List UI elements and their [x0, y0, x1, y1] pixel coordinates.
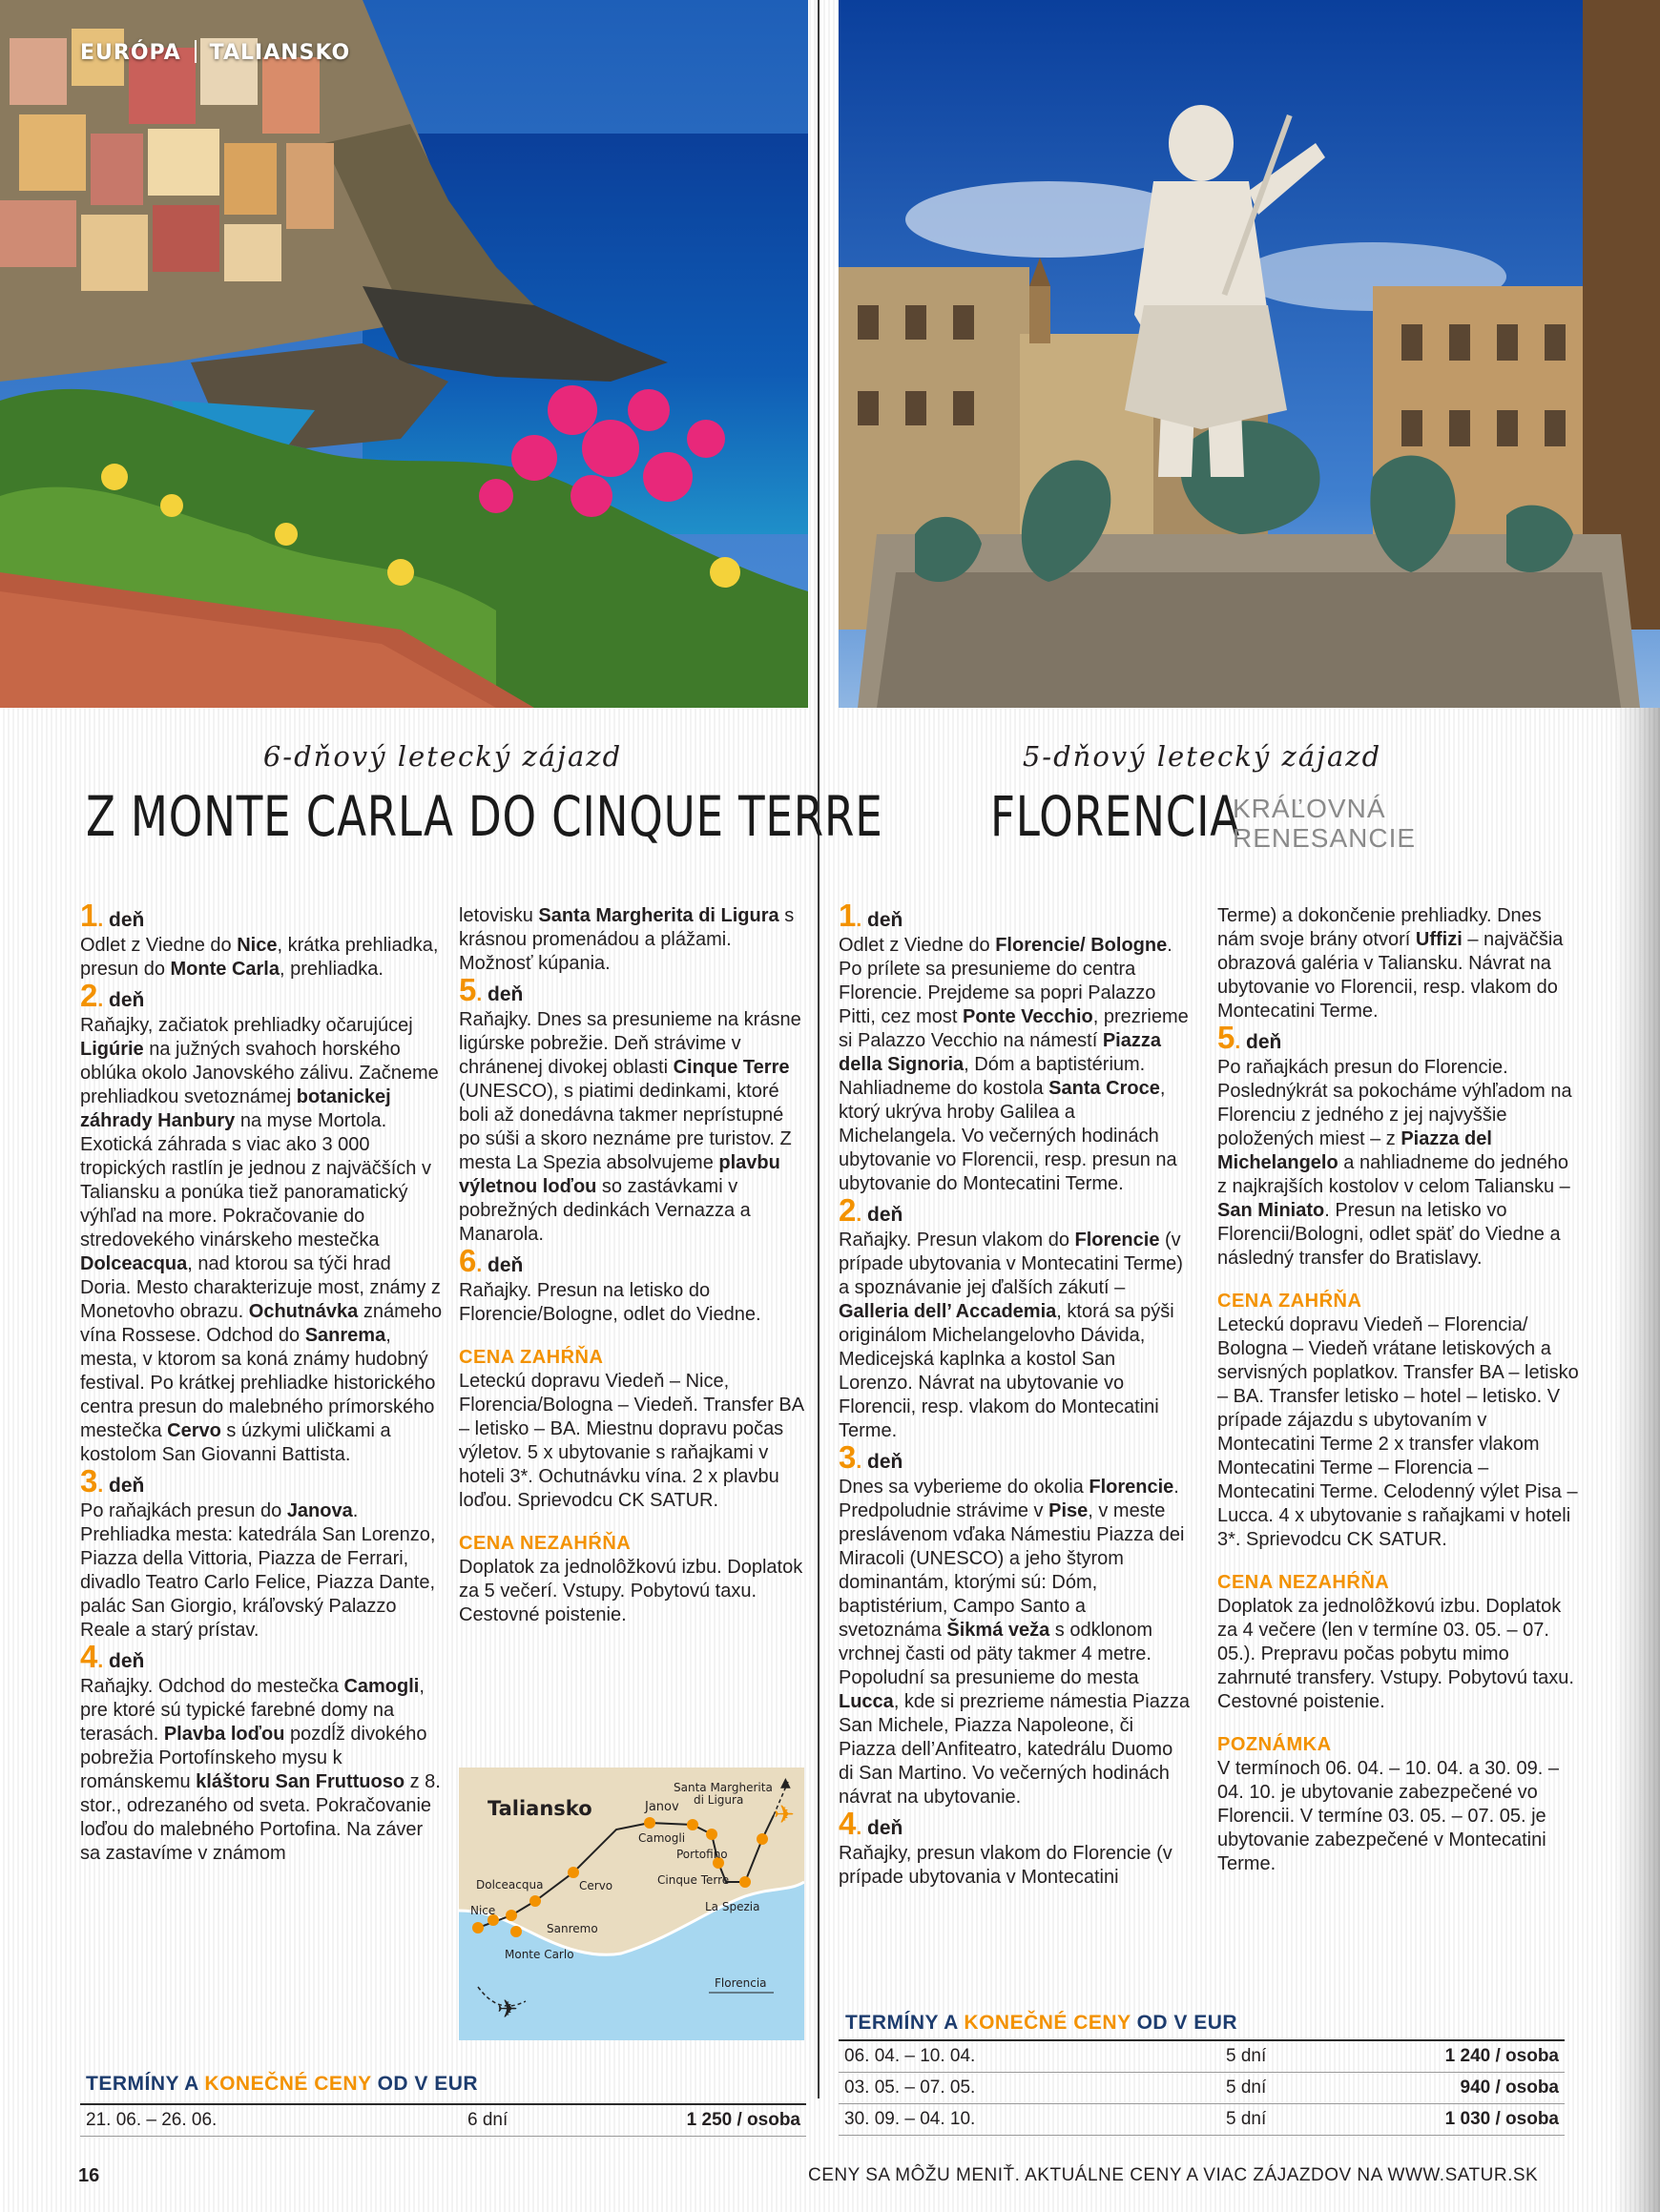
- term-duration: 6 dní: [462, 2104, 633, 2136]
- term-duration: 5 dní: [1220, 2072, 1392, 2103]
- right-price-table: [839, 2039, 1565, 2136]
- day-heading: 5. deň: [1217, 1020, 1282, 1055]
- svg-text:Sanremo: Sanremo: [547, 1922, 598, 1935]
- term-duration: 5 dní: [1220, 2040, 1392, 2072]
- right-day-1: 1. deň Odlet z Viedne do Florencie/ Bologne. Po prílete sa presunieme do centra Florencie. Prejdeme sa popri Palazzo Pitti, cez most Ponte Vecchio, prezrieme si Palazzo Vecchio na námestí Piazza della Signoria, Dóm a baptistérium. Nahliadneme do kostola Santa Croce, ktorý ukrýva hroby Galilea a Michelangela. Vo večerných hodinách ubytovanie vo Florencii, resp. presun na ubytovanie do Montecatini Terme.: [839, 901, 1192, 1196]
- svg-text:Cervo: Cervo: [579, 1879, 613, 1892]
- tagline-line-2: RENESANCIE: [1233, 823, 1417, 853]
- day-heading: 4. deň: [80, 1639, 145, 1674]
- table-row: [839, 2072, 1565, 2103]
- map-country-label: Taliansko: [488, 1797, 592, 1820]
- term-price: 940 / osoba: [1392, 2072, 1565, 2103]
- term-dates: 06. 04. – 10. 04.: [839, 2040, 1220, 2072]
- left-price-table-title: TERMÍNY A KONEČNÉ CENY OD V EUR: [86, 2073, 479, 2095]
- florence-fountain-photo: [839, 0, 1660, 708]
- right-tagline: [1233, 794, 1416, 853]
- route-map: [459, 1768, 804, 2040]
- svg-text:Nice: Nice: [470, 1904, 496, 1917]
- day-heading: 2. deň: [839, 1192, 903, 1228]
- right-day-4-continued: Terme) a dokončenie prehliadky. Dnes nám svoje brány otvorí Uffizi – najväčšia obrazová galéria v Taliansku. Návrat na ubytovanie vo Florencii, resp. vlakom do Montecatini Terme.: [1217, 905, 1564, 1022]
- page-number: 16: [78, 2165, 100, 2186]
- day-heading: 5. deň: [459, 972, 524, 1007]
- right-note-heading: POZNÁMKA: [1217, 1734, 1332, 1755]
- day-heading: 2. deň: [80, 978, 145, 1013]
- tagline-line-1: KRÁĽOVNÁ: [1233, 794, 1386, 823]
- day-heading: 4. deň: [839, 1806, 903, 1841]
- right-subtitle: 5-dňový letecký zájazd: [1022, 740, 1382, 773]
- country-label: TALIANSKO: [209, 41, 351, 65]
- left-day-2: 2. deň Raňajky, začiatok prehliadky očarujúcej Ligúrie na južných svahoch horského oblúka okolo Janovského zálivu. Začneme prehliadkou svetoznámej botanickej záhrady Hanbury na myse Mortola. Exotická záhrada s viac ako 3 000 tropických rastlín je jednou z najväčších v Taliansku a ponúka tiež panoramatický výhľad na more. Pokračovanie do stredovekého vinárskeho mestečka Dolceacqua, nad ktorou sa týči hrad Doria. Mesto charakterizuje most, známy z Monetovho obrazu. Ochutnávka známeho vína Rossese. Odchod do Sanrema, mesta, v ktorom sa koná známy hudobný festival. Po krátkej prehliadke historického centra presun do malebného prímorského mestečka Cervo s úzkymi uličkami a kostolom San Giovanni Battista.: [80, 978, 443, 1465]
- term-dates: 03. 05. – 07. 05.: [839, 2072, 1220, 2103]
- left-subtitle: 6-dňový letecký zájazd: [262, 740, 623, 773]
- svg-text:Dolceacqua: Dolceacqua: [476, 1878, 544, 1892]
- right-day-3: 3. deň Dnes sa vyberieme do okolia Florencie. Predpoludnie strávime v Pise, v meste preslávenom vďaka Námestiu Piazza dei Miracoli (UNESCO) a jeho štyrom dominantám, ktorými sú: Dóm, baptistérium, Campo Santo a svetoznáma Šikmá veža s odklonom vrchnej časti od päty takmer 4 metre. Popoludní sa presunieme do mesta Lucca, kde si prezrieme námestia Piazza San Michele, Piazza Napoleone, či Piazza dell’Anfiteatro, katedrálu Duomo di San Martino. Vo večerných hodinách návrat na ubytovanie.: [839, 1443, 1192, 1809]
- arrow-icon: ▲: [780, 1775, 791, 1790]
- left-itinerary-col-1: [80, 898, 443, 1866]
- plane-icon: ✈: [774, 1801, 795, 1830]
- right-day-5: 5. deň Po raňajkách presun do Florencie. Poslednýkrát sa pokocháme výhľadom na Florenciu z jedného z jej najvyššie položených miest – z Piazza del Michelangelo a nahliadneme do jedného z najkrajších kostolov v celom Taliansku – San Miniato. Presun na letisko vo Florencii/Bologni, odlet späť do Viedne a následný transfer do Bratislavy.: [1217, 1023, 1580, 1271]
- svg-text:Camogli: Camogli: [638, 1831, 686, 1845]
- right-title: FLORENCIA: [990, 784, 1240, 849]
- svg-text:Monte Carlo: Monte Carlo: [505, 1948, 574, 1961]
- svg-text:Cinque Terre: Cinque Terre: [657, 1873, 730, 1887]
- region-breadcrumb: [80, 40, 350, 65]
- footer-note: CENY SA MÔŽU MENIŤ. AKTUÁLNE CENY A VIAC ZÁJAZDOV NA WWW.SATUR.SK: [808, 2165, 1539, 2185]
- day-heading: 3. deň: [839, 1439, 903, 1475]
- page-center-divider: [818, 0, 820, 2098]
- right-day-2: 2. deň Raňajky. Presun vlakom do Florencie (v prípade ubytovania v Montecatini Terme) a spoznávanie jej ďalších zákutí – Galleria dell’ Accademia, ktorá sa pýši originálom Michelangelovho Dávida, Medicejská kaplnka a kostol San Lorenzo. Návrat na ubytovanie vo Florencii, resp. vlakom do Montecatini Terme.: [839, 1196, 1192, 1443]
- day-heading: 6. deň: [459, 1243, 524, 1278]
- cinque-terre-photo: [0, 0, 808, 708]
- right-price-excluded-text: Doplatok za jednolôžkovú izbu. Doplatok za 4 večere (len v termíne 03. 05. – 07. 05.). Prepravu počas pobytu mimo zahrnuté transfery. Vstupy. Pobytovú taxu. Cestovné poistenie.: [1217, 1596, 1574, 1712]
- left-price-included-text: Leteckú dopravu Viedeň – Nice, Florencia/Bologna – Viedeň. Transfer BA – letisko – BA. Miestnu dopravu počas výletov. 5 x ubytovanie s raňajkami v hoteli 3*. Ochutnávku vína. 2 x plavbu loďou. Sprievodcu CK SATUR.: [459, 1371, 803, 1511]
- right-itinerary-col-1: [839, 898, 1192, 1890]
- left-day-4: 4. deň Raňajky. Odchod do mestečka Camogli, pre ktoré sú typické farebné domy na terasách. Plavba loďou pozdĺž divokého pobrežia Portofínskeho mysu k románskemu kláštoru San Fruttuoso z 8. stor., odrezaného od sveta. Pokračovanie loďou do malebného Portofina. Na záver sa zastavíme v známom: [80, 1643, 443, 1866]
- left-day-4-continued: letovisku Santa Margherita di Ligura s krásnou promenádou a plážami. Možnosť kúpania.: [459, 905, 795, 974]
- plane-icon: ✈: [497, 1995, 518, 2024]
- term-dates: 30. 09. – 04. 10.: [839, 2103, 1220, 2135]
- svg-text:di Ligura: di Ligura: [694, 1793, 744, 1807]
- right-price-included-text: Leteckú dopravu Viedeň – Florencia/ Bologna – Viedeň vrátane letiskových a servisných poplatkov. Transfer BA – letisko – BA. Transfer letisko – hotel – letisko. V prípade zájazdu s ubytovaním v Montecatini Terme 2 x transfer vlakom Montecatini Terme – Florencia – Montecatini Terme. Celodenný výlet Pisa – Lucca. 4 x ubytovanie s raňajkami v hoteli 3*. Sprievodcu CK SATUR.: [1217, 1314, 1579, 1550]
- left-day-5: 5. deň Raňajky. Dnes sa presunieme na krásne ligúrske pobrežie. Deň strávime v chránenej divokej oblasti Cinque Terre (UNESCO), s piatimi dedinkami, ktoré boli až donedávna takmer neprístupné po súši a skoro neznáme pre turistov. Z mesta La Spezia absolvujeme plavbu výletnou loďou so zastávkami v pobrežných dedinkách Vernazza a Manarola.: [459, 976, 804, 1247]
- left-day-6: 6. deň Raňajky. Presun na letisko do Florencie/Bologne, odlet do Viedne.: [459, 1247, 804, 1327]
- right-price-table-title: TERMÍNY A KONEČNÉ CENY OD V EUR: [845, 2012, 1238, 2034]
- term-dates: 21. 06. – 26. 06.: [80, 2104, 462, 2136]
- day-heading: 3. deň: [80, 1463, 145, 1499]
- table-row: [839, 2103, 1565, 2135]
- term-price: 1 030 / osoba: [1392, 2103, 1565, 2135]
- svg-text:Santa Margherita: Santa Margherita: [674, 1781, 773, 1794]
- left-itinerary-col-2: [459, 904, 804, 1627]
- svg-text:Florencia: Florencia: [715, 1976, 767, 1990]
- left-price-table: [80, 2103, 806, 2137]
- right-price-excluded-heading: CENA NEZAHŔŇA: [1217, 1572, 1390, 1593]
- svg-text:La Spezia: La Spezia: [705, 1900, 760, 1913]
- term-duration: 5 dní: [1220, 2103, 1392, 2135]
- svg-text:Janov: Janov: [645, 1800, 679, 1814]
- left-price-excluded-text: Doplatok za jednolôžkovú izbu. Doplatok za 5 večerí. Vstupy. Pobytovú taxu. Cestovné poistenie.: [459, 1557, 803, 1625]
- right-day-4: 4. deň Raňajky, presun vlakom do Florencie (v prípade ubytovania v Montecatini: [839, 1809, 1192, 1890]
- table-row: [80, 2104, 806, 2136]
- region-label: EURÓPA: [80, 41, 181, 65]
- day-heading: 1. deň: [839, 898, 903, 933]
- term-price: 1 250 / osoba: [633, 2104, 806, 2136]
- left-day-1: 1. deň Odlet z Viedne do Nice, krátka prehliadka, presun do Monte Carla, prehliadka.: [80, 901, 443, 982]
- term-price: 1 240 / osoba: [1392, 2040, 1565, 2072]
- svg-text:Portofino: Portofino: [676, 1848, 728, 1861]
- left-day-3: 3. deň Po raňajkách presun do Janova. Prehliadka mesta: katedrála San Lorenzo, Piazza della Vittoria, Piazza de Ferrari, divadlo Teatro Carlo Felice, Piazza Dante, palác San Giorgio, kráľovský Palazzo Reale a starý prístav.: [80, 1467, 443, 1643]
- right-price-included-heading: CENA ZAHŔŇA: [1217, 1291, 1362, 1312]
- left-price-included-heading: CENA ZAHŔŇA: [459, 1347, 604, 1368]
- table-row: [839, 2040, 1565, 2072]
- left-title: Z MONTE CARLA DO CINQUE TERRE: [86, 784, 883, 849]
- day-heading: 1. deň: [80, 898, 145, 933]
- right-note-text: V termínoch 06. 04. – 10. 04. a 30. 09. – 04. 10. je ubytovanie zabezpečené vo Florencii. V termíne 03. 05. – 07. 05. je ubytovanie zabezpečené v Montecatini Terme.: [1217, 1758, 1560, 1874]
- right-itinerary-col-2: [1217, 904, 1580, 1876]
- left-price-excluded-heading: CENA NEZAHŔŇA: [459, 1533, 632, 1554]
- breadcrumb-divider: [195, 40, 197, 63]
